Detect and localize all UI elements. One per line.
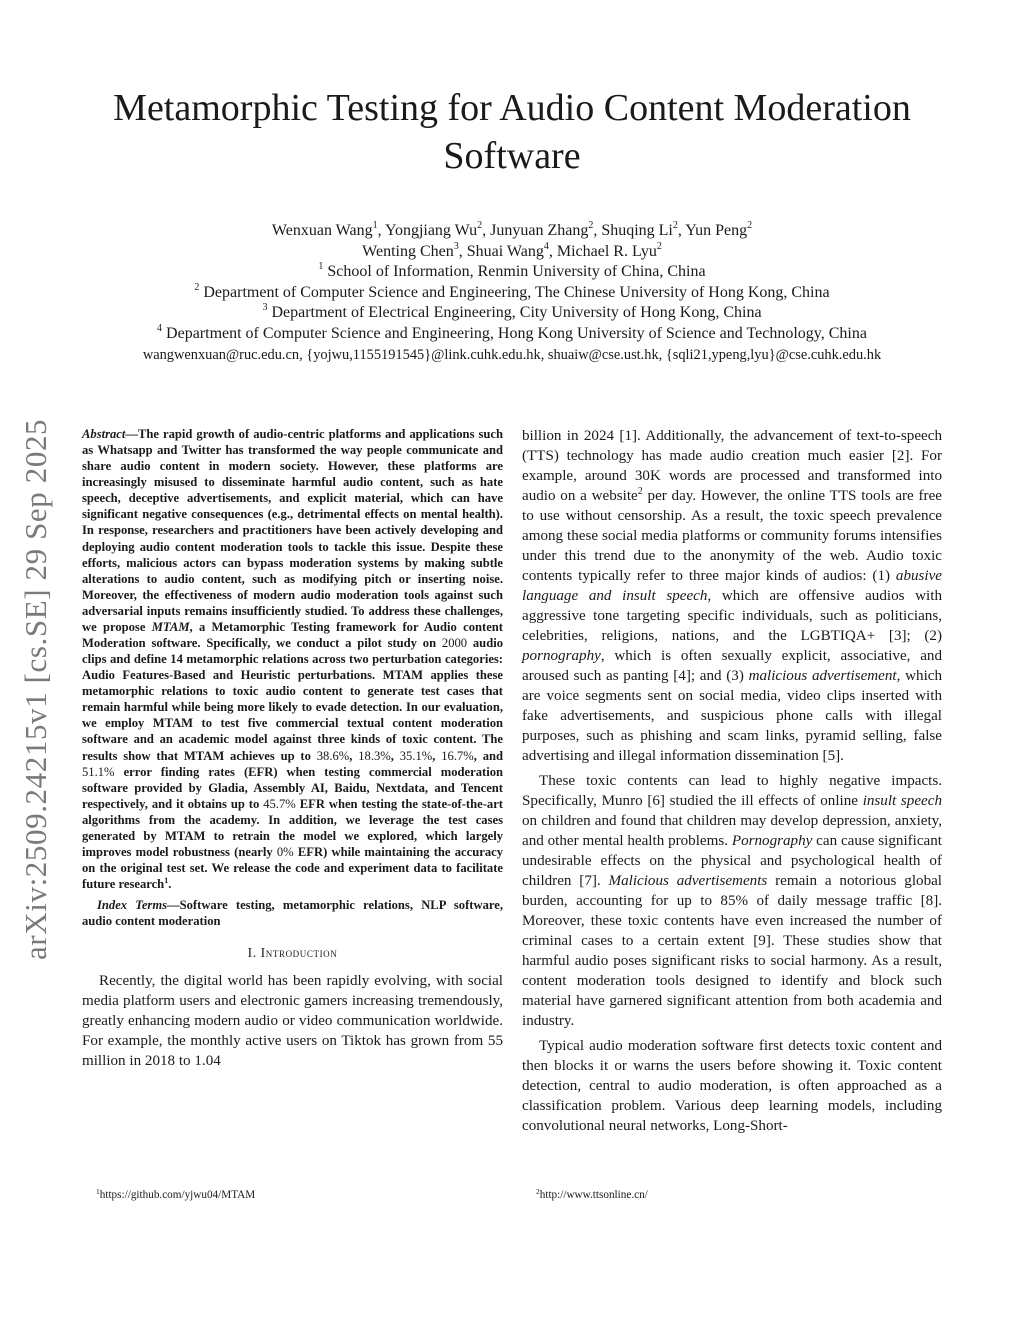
abstract-number: 2000 <box>441 636 468 651</box>
author-name: , Michael R. Lyu <box>548 242 657 260</box>
footnote-link[interactable]: https://github.com/yjwu04/MTAM <box>99 1189 256 1201</box>
paper-title: Metamorphic Testing for Audio Content Moderation Software <box>113 87 911 177</box>
author-name: , Junyuan Zhang <box>482 222 589 239</box>
index-terms-label: Index Terms <box>97 898 168 913</box>
footnote-link[interactable]: http://www.ttsonline.cn/ <box>539 1189 648 1201</box>
emphasis: Malicious advertisements <box>608 873 768 889</box>
footnote-mark: 2 <box>637 486 643 497</box>
body-text: , which is often sexually explicit, associative, and aroused such as panting [4]; and (3) <box>522 648 942 684</box>
affil-text: School of Information, Renmin University of China, China <box>323 263 706 281</box>
footnote-1 <box>96 1188 255 1202</box>
abstract-text: error finding rates (EFR) when testing commercial moderation software provided by Gladia, Assembly AI, Baidu, Nextdata, and Tencent respectively, and it obtains up to <box>82 764 503 811</box>
affiliation-2 <box>40 283 984 304</box>
abstract-text: The rapid growth of audio-centric platforms and applications such as Whatsapp and Twitter has transformed the way people communicate and share audio content in modern society. However, these platforms are increasingly misused to disseminate harmful audio content, such as hate speech, deceptive advertisements, and explicit material, which can have significant negative consequences (e.g., detrimental effects on mental health). In response, researchers and practitioners have been actively developing and deploying audio content moderation tools to tackle this issue. Despite these efforts, malicious actors can bypass moderation systems by making subtle alterations to audio content, such as modifying pitch or inserting noise. Moreover, the effectiveness of modern audio moderation tools against such adversarial inputs remains insufficiently studied. To address these challenges, we propose <box>82 427 503 634</box>
affil-number: 3 <box>262 302 268 314</box>
body-text: on children and found that children may develop depression, anxiety, and other mental health problems. <box>522 813 942 849</box>
abstract-number: 38.6% <box>316 748 350 763</box>
abstract-number: 45.7% <box>263 796 296 811</box>
author-affil-mark: 2 <box>477 220 483 231</box>
author-emails: wangwenxuan@ruc.edu.cn, {yojwu,1155191545}@link.cuhk.edu.hk, shuaiw@cse.ust.hk, {sqli21,ypeng,lyu}@cse.cuhk.edu.hk <box>142 346 882 363</box>
abstract <box>82 426 503 892</box>
author-name: Wenxuan Wang <box>271 222 373 239</box>
emphasis: malicious advertisement <box>748 668 897 684</box>
affiliation-1 <box>40 262 984 283</box>
intro-paragraph: Recently, the digital world has been rapidly evolving, with social media platform users and electronic gamers increasing tremendously, greatly enhancing modern audio or video communication worldwide. For example, the monthly active users on Tiktok has grown from 55 million in 2018 to 1.04 <box>82 973 503 1070</box>
abstract-number: 35.1% <box>399 748 433 763</box>
author-affil-mark: 3 <box>453 240 459 252</box>
author-line-1 <box>40 221 984 242</box>
abstract-text: . <box>168 877 172 892</box>
affil-number: 1 <box>318 261 324 273</box>
abstract-text: EFR) while maintaining the accuracy on the original test set. We release the code and experiment data to facilitate future research <box>82 845 504 892</box>
affil-number: 2 <box>194 281 200 293</box>
body-text: can cause significant undesirable effects on the physical and psychological health of children [7]. <box>522 833 943 889</box>
right-column <box>522 426 942 1136</box>
abstract-label: Abstract <box>82 427 126 441</box>
section-number: I. <box>247 945 261 961</box>
body-paragraph-1 <box>522 426 942 766</box>
abstract-number: 18.3% <box>358 748 391 763</box>
author-affil-mark: 1 <box>372 220 378 231</box>
abstract-text: EFR when testing the state-of-the-art algorithms from the academy. In addition, we leverage the test cases generated by MTAM to retrain the model we explored, which largely improves model robustness (nearly <box>82 796 503 860</box>
emphasis: pornography <box>522 648 601 664</box>
footnote-2 <box>536 1188 648 1202</box>
author-name: , Shuai Wang <box>458 242 544 260</box>
section-heading-introduction <box>82 944 503 962</box>
body-text: , which are voice segments sent on social media, video clips inserted with fake advertisements, and suspicious phone calls with illegal purposes, such as phishing and scam links, pyramid selling, false advertising and illegal information dissemination [5]. <box>522 668 943 764</box>
abstract-text: audio clips and define 14 metamorphic relations across two perturbation categories: Audio Features-Based and Heuristic perturbations. MTAM applies these metamorphic relations to toxic audio content to generate test cases that remain harmful while being more likely to evade detection. In our evaluation, we employ MTAM to test five commercial textual content moderation software and an academic model against three kinds of toxic content. The results show that MTAM achieves up to <box>82 636 503 763</box>
abstract-text: , <box>432 748 442 763</box>
index-terms-dash: — <box>167 898 180 913</box>
affil-text: Department of Electrical Engineering, City University of Hong Kong, China <box>267 304 762 322</box>
author-affil-mark: 2 <box>747 220 753 231</box>
footnote-number: 1 <box>96 1187 100 1196</box>
abstract-number: 0% <box>276 845 294 860</box>
author-affil-mark: 2 <box>588 220 594 231</box>
abstract-dash: — <box>125 427 138 441</box>
emphasis: abusive language and insult speech <box>522 568 942 604</box>
abstract-text: , <box>349 748 359 763</box>
abstract-number: 16.7% <box>441 748 474 763</box>
abstract-text: , a Metamorphic Testing framework for Audio content Moderation software. Specifically, we conduct a pilot study on <box>82 619 503 651</box>
author-affil-mark: 4 <box>543 240 549 252</box>
abstract-number: 51.1% <box>82 764 115 779</box>
section-title: Introduction <box>260 945 338 961</box>
author-name: , Shuqing Li <box>593 222 673 239</box>
abstract-text: , and <box>473 748 504 763</box>
body-text: , which are offensive audios with aggressive tone targeting specific individuals, such as politicians, celebrities, religions, nations, and the LGBTIQA+ [3]; (2) <box>522 588 942 644</box>
author-block <box>40 221 984 365</box>
emphasis: insult speech <box>862 793 942 809</box>
affil-number: 4 <box>157 322 163 334</box>
index-terms <box>82 897 503 929</box>
author-name: , Yun Peng <box>677 222 748 239</box>
body-paragraph-2 <box>522 771 942 1031</box>
mtam-name: MTAM <box>151 619 190 634</box>
arxiv-identifier: arXiv:2509.24215v1 [cs.SE] 29 Sep 2025 <box>18 418 53 960</box>
affil-text: Department of Computer Science and Engineering, The Chinese University of Hong Kong, China <box>199 283 830 301</box>
affiliation-3 <box>40 303 984 324</box>
author-name: Wenting Chen <box>362 242 454 260</box>
body-paragraph-3: Typical audio moderation software first detects toxic content and then blocks it or warns the users before showing it. Toxic content detection, central to audio moderation, is often approached as a classification problem. Various deep learning models, including convolutional neural networks, Long-Short- <box>522 1038 942 1134</box>
body-text: remain a notorious global burden, accounting for up to 85% of daily message traffic [8]. Moreover, these toxic contents have even increased the number of criminal cases to a certain extent [9]. These studies show that harmful audio poses significant risks to social harmony. As a result, content moderation tools designed to identify and block such material have garnered significant attention from both academia and industry. <box>522 873 943 1029</box>
index-terms-text: Software testing, metamorphic relations, NLP software, audio content moderation <box>82 898 503 929</box>
emphasis: Pornography <box>731 833 813 849</box>
author-affil-mark: 2 <box>656 240 662 252</box>
affil-text: Department of Computer Science and Engineering, Hong Kong University of Science and Technology, China <box>162 324 867 342</box>
author-name: , Yongjiang Wu <box>377 222 478 239</box>
body-text: per day. However, the online TTS tools are free to use without censorship. As a result, the toxic speech prevalence among these social media platforms or community forums intensifies under this trend due to the anonymity of the web. Audio toxic contents typically refer to three major kinds of audios: (1) <box>522 488 942 584</box>
left-column <box>82 426 503 1071</box>
body-text: billion in 2024 [1]. Additionally, the advancement of text-to-speech (TTS) technology has made audio creation much easier [2]. For example, around 30K words are processed and transformed into audio on a website <box>522 428 942 504</box>
footnote-number: 2 <box>536 1187 540 1196</box>
abstract-text: , <box>390 748 400 763</box>
author-line-2 <box>40 242 984 263</box>
affiliation-4 <box>40 324 984 345</box>
body-text: These toxic contents can lead to highly negative impacts. Specifically, Munro [6] studied the ill effects of online <box>522 773 942 809</box>
author-affil-mark: 2 <box>672 220 678 231</box>
footnote-mark: 1 <box>164 876 169 886</box>
